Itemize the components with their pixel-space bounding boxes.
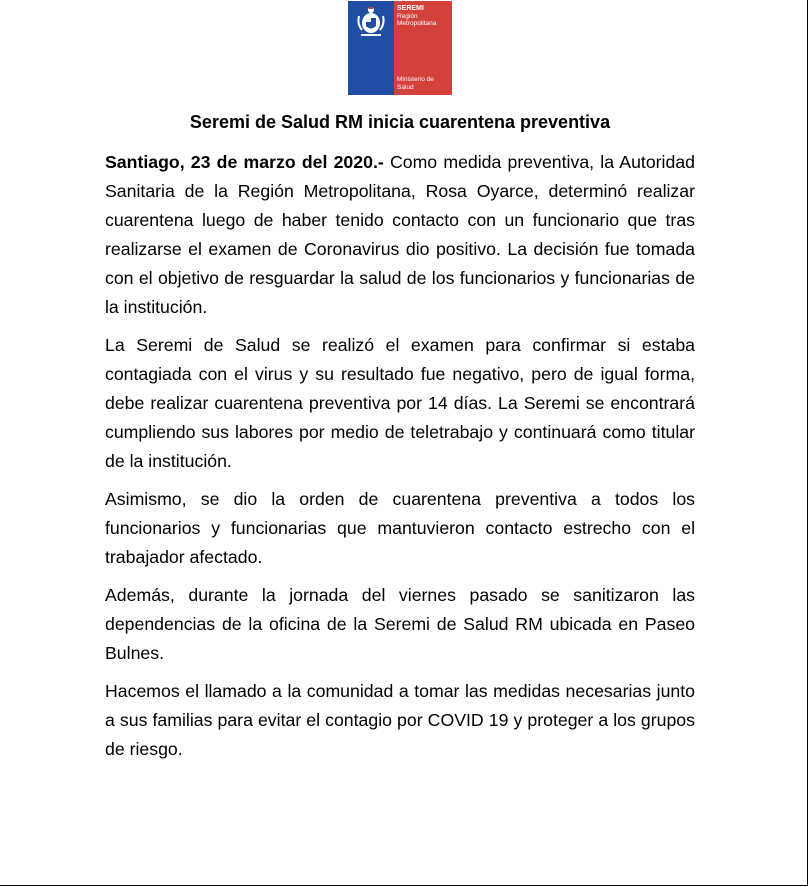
paragraph-5: Hacemos el llamado a la comunidad a tomar las medidas necesarias junto a sus familias para evitar el contagio por COVID 19 y proteger a los grupos de riesgo. [105, 681, 695, 759]
logo-health-label: Salud [397, 83, 414, 91]
logo-region-label: Región Metropolitana [397, 12, 437, 27]
paragraph-2: La Seremi de Salud se realizó el examen para confirmar si estaba contagiada con el virus y su resultado fue negativo, pero de igual forma, debe realizar cuarentena preventiva por 14 días. La Seremi se encontrará cumpliendo sus labores por medio de teletrabajo y continuará como titular de la institución. [105, 335, 695, 471]
logo-red-panel [394, 1, 452, 95]
document-title: Seremi de Salud RM inicia cuarentena preventiva [189, 112, 611, 132]
seremi-logo [348, 1, 452, 95]
logo-blue-panel [348, 1, 394, 95]
logo-seremi-label: SEREMI [397, 5, 424, 12]
paragraph-3: Asimismo, se dio la orden de cuarentena preventiva a todos los funcionarios y funcionarias que mantuvieron contacto estrecho con el trabajador afectado. [105, 489, 695, 567]
dateline: Santiago, 23 de marzo del 2020.- [105, 152, 384, 172]
document-body [105, 148, 695, 773]
logo-ministry-label: Ministerio de [397, 76, 434, 83]
coat-of-arms-icon [353, 4, 389, 38]
paragraph-1 [105, 148, 695, 322]
paragraph-4: Además, durante la jornada del viernes pasado se sanitizaron las dependencias de la oficina de la Seremi de Salud RM ubicada en Paseo Bulnes. [105, 585, 695, 663]
paragraph-1-text: Como medida preventiva, la Autoridad Sanitaria de la Región Metropolitana, Rosa Oyarce, determinó realizar cuarentena luego de haber tenido contacto con un funcionario que tras realizarse el examen de Coronavirus dio positivo. La decisión fue tomada con el objetivo de resguardar la salud de los funcionarios y funcionarias de la institución. [105, 152, 695, 317]
